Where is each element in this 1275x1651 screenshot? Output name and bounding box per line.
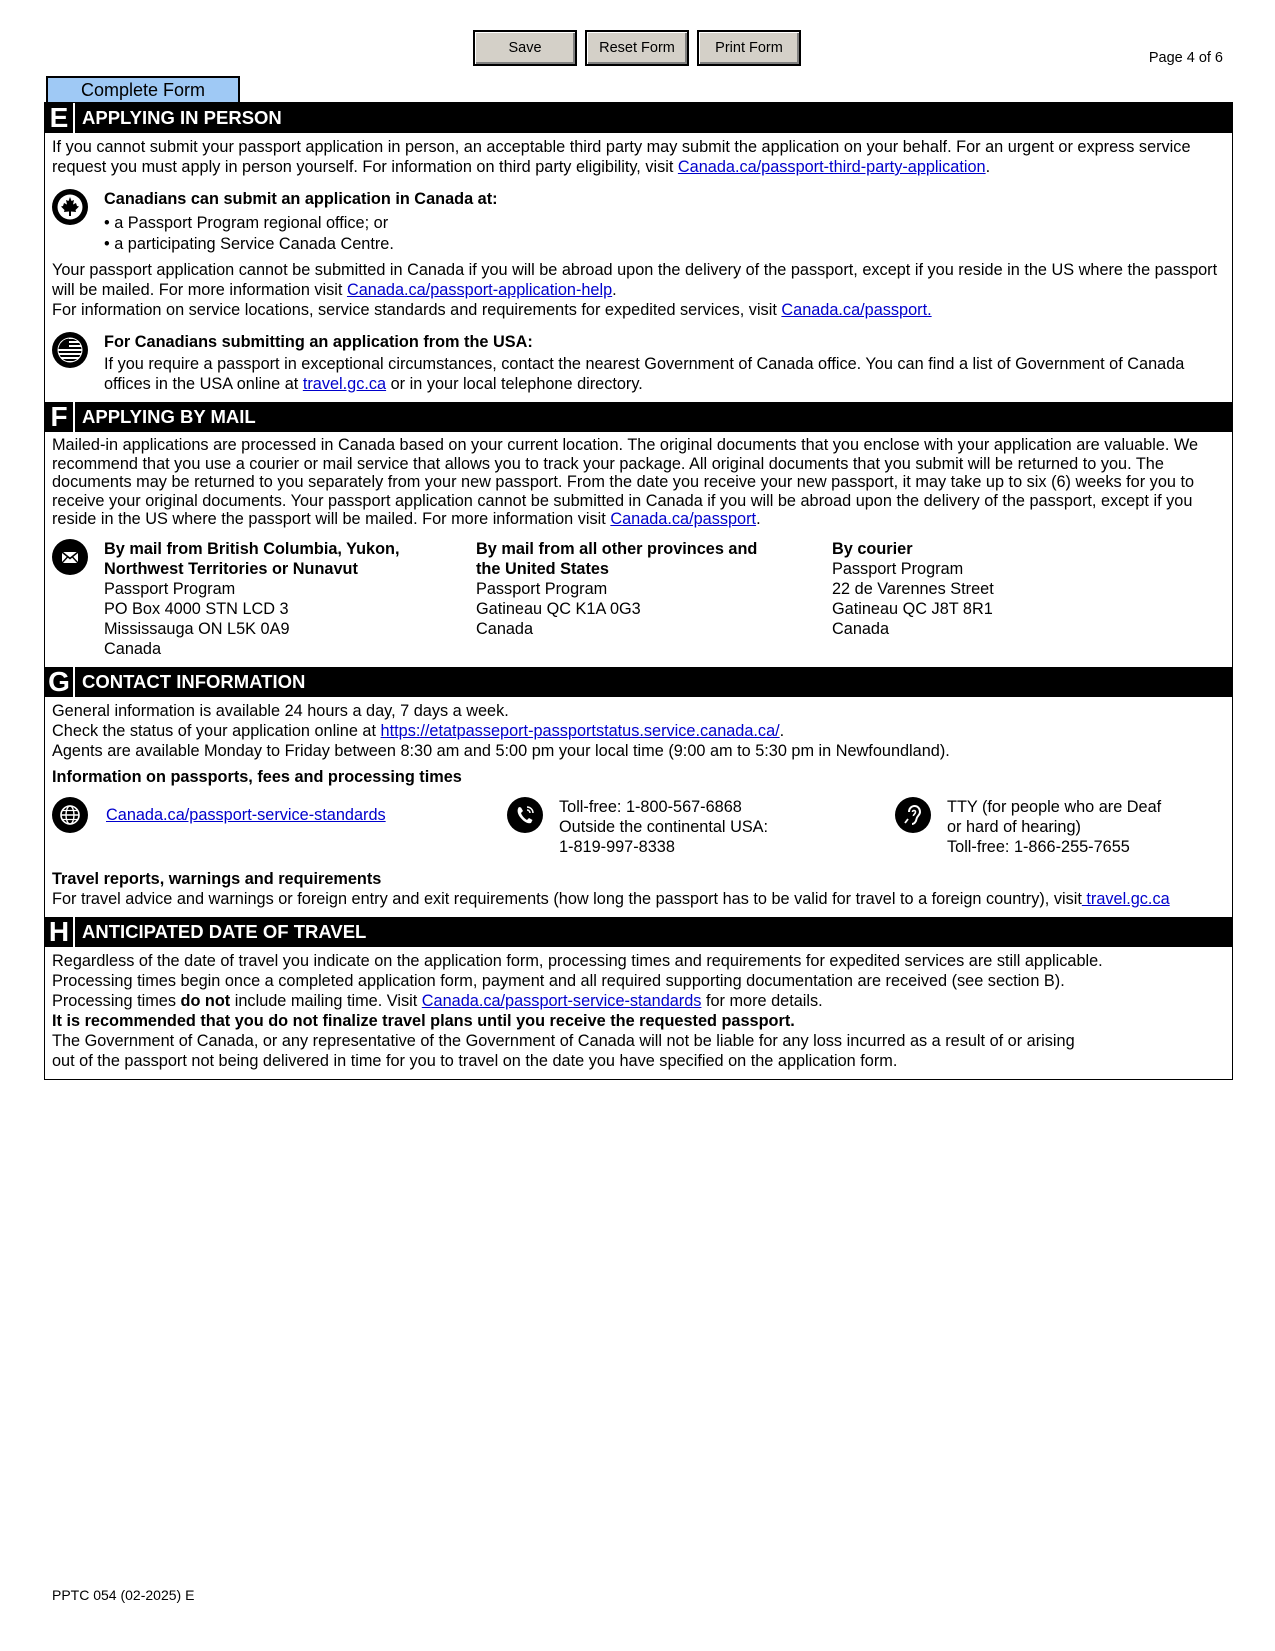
tty-line: Toll-free: 1-866-255-7655 [947,837,1130,856]
paragraph [52,721,1225,741]
canada-heading: Canadians can submit an application in Canada at: [104,190,498,208]
contact-phone [507,797,895,857]
section-title: APPLYING IN PERSON [82,107,282,128]
address-heading: By mail from all other provinces and the United States [476,539,758,578]
recommendation: It is recommended that you do not finalize travel plans until you receive the requested passport. [52,1011,795,1030]
section-letter: E [45,103,75,133]
section-title: ANTICIPATED DATE OF TRAVEL [82,920,367,942]
address-col-other [476,539,832,659]
paragraph [52,260,1225,300]
contact-tty [895,797,1161,857]
paragraph [52,889,1225,909]
tty-line: TTY (for people who are Deaf [947,797,1162,816]
period: . [756,510,761,529]
section-letter: F [45,402,75,432]
page-number: Page 4 of 6 [1148,50,1223,66]
paragraph: General information is available 24 hours a day, 7 days a week. [52,701,509,720]
address-line: Mississauga ON L5K 0A9 [104,619,290,638]
address-line: 22 de Varennes Street [832,579,994,598]
address-col-bc [104,539,476,659]
canada-block [52,189,1225,254]
section-h-header [45,917,1232,947]
passport-link[interactable]: Canada.ca/passport. [781,301,932,319]
address-line: Passport Program [104,579,236,598]
address-line: Canada [832,619,890,638]
section-f-header [45,402,1232,432]
hearing-icon [895,797,931,833]
paragraph [52,436,1225,529]
print-form-button[interactable]: Print Form [697,30,801,66]
bullet: • a participating Service Canada Centre. [104,235,394,253]
section-letter: G [45,667,75,697]
phone-line: 1-819-997-8338 [559,837,675,856]
tty-line: or hard of hearing) [947,817,1081,836]
phone-line: Outside the continental USA: [559,817,769,836]
complete-form-button[interactable]: Complete Form [46,76,240,102]
envelope-icon [52,539,88,575]
service-standards-link[interactable]: Canada.ca/passport-service-standards [421,991,702,1010]
contact-row [52,797,1225,857]
globe-icon [52,797,88,833]
info-heading: Information on passports, fees and processing times [52,767,462,786]
text: If you cannot submit your passport application in person, an acceptable third party may submit the application on your behalf. For an urgent or express service request you must apply in person yourself. For information on third party eligibility, visit [52,138,1191,176]
travel-link[interactable]: travel.gc.ca [1081,889,1170,908]
period: . [779,721,785,740]
section-e-body [45,133,1232,402]
address-line: Gatineau QC J8T 8R1 [832,599,993,618]
address-line: PO Box 4000 STN LCD 3 [104,599,289,618]
service-standards-link[interactable]: Canada.ca/passport-service-standards [106,805,386,824]
section-e-header [45,103,1232,133]
section-g-header [45,667,1232,697]
section-letter: H [45,917,75,947]
status-link[interactable]: https://etatpasseport-passportstatus.service.canada.ca/ [380,721,780,740]
text: or in your local telephone directory. [386,375,643,393]
reset-form-button[interactable]: Reset Form [585,30,689,66]
usa-heading: For Canadians submitting an application from the USA: [104,333,533,351]
bullet: • a Passport Program regional office; or [104,214,389,232]
paragraph [52,300,1225,320]
address-line: Canada [476,619,534,638]
us-flag-icon [52,332,88,368]
paragraph [52,137,1225,177]
section-h-body [45,947,1232,1079]
text: For travel advice and warnings or foreign entry and exit requirements (how long the passport has to be valid for travel to a foreign country), visit [52,889,1082,908]
paragraph [52,991,1225,1011]
address-heading: By courier [832,539,913,558]
address-line: Passport Program [832,559,964,578]
address-heading: By mail from British Columbia, Yukon, Northwest Territories or Nunavut [104,539,400,578]
save-button[interactable]: Save [473,30,577,66]
address-line: Passport Program [476,579,608,598]
address-col-courier [832,539,994,659]
travel-link[interactable]: travel.gc.ca [302,375,387,393]
address-line: Gatineau QC K1A 0G3 [476,599,641,618]
form-code: PPTC 054 (02-2025) E [52,1587,195,1603]
section-title: CONTACT INFORMATION [82,670,306,692]
application-help-link[interactable]: Canada.ca/passport-application-help [346,281,613,299]
paragraph: The Government of Canada, or any representative of the Government of Canada will not be liable for any loss incurred as a result of or arising out of the passport not being delivered in time for you to travel on the date you have specified on the application form. [52,1031,1075,1070]
text: Check the status of your application online at [52,721,381,740]
phone-icon [507,797,543,833]
text: for more details. [701,991,823,1010]
usa-text [104,354,1225,394]
contact-web [52,797,507,833]
section-title: APPLYING BY MAIL [82,406,256,427]
text: include mailing time. Visit [230,991,422,1010]
form-toolbar [473,30,801,66]
text: Your passport application cannot be submitted in Canada if you will be abroad upon the delivery of the passport, except if you reside in the US where the passport will be mailed. For more information visit [52,261,1218,299]
maple-leaf-icon [52,189,88,225]
address-line: Canada [104,639,162,658]
text: Processing times [52,991,181,1010]
bold-text: do not [180,991,231,1010]
section-g-body [45,697,1232,917]
paragraph: Processing times begin once a completed application form, payment and all required supporting documentation are received (see section B). [52,971,1065,990]
text: Mailed-in applications are processed in Canada based on your current location. The original documents that you enclose with your application are valuable. We recommend that you use a courier or mail service that allows you to track your package. All original documents that you submit will be returned to you. The documents may be returned to you separately from your new passport. From the date you receive your new passport, it may take up to six (6) weeks for you to receive your original documents. Your passport application cannot be submitted in Canada if you will be abroad upon the delivery of the passport, except if you reside in the US where the passport will be mailed. For more information visit [52,436,1199,529]
section-f-body [45,432,1232,667]
travel-heading: Travel reports, warnings and requirements [52,869,382,888]
period: . [985,158,991,176]
period: . [612,281,617,299]
text: For information on service locations, service standards and requirements for expedited services, visit [52,301,782,319]
usa-block [52,332,1225,394]
form-body [44,102,1233,1080]
phone-line: Toll-free: 1-800-567-6868 [559,797,742,816]
passport-link[interactable]: Canada.ca/passport [610,510,757,529]
paragraph: Regardless of the date of travel you indicate on the application form, processing times and requirements for expedited services are still applicable. [52,951,1103,970]
mail-addresses [52,539,1225,659]
text: If you require a passport in exceptional circumstances, contact the nearest Government of Canada office. You can find a list of Government of Canada offices in the USA online at [104,355,1185,393]
third-party-link[interactable]: Canada.ca/passport-third-party-application [677,158,986,176]
paragraph: Agents are available Monday to Friday between 8:30 am and 5:00 pm your local time (9:00 am to 5:30 pm in Newfoundland). [52,741,950,760]
